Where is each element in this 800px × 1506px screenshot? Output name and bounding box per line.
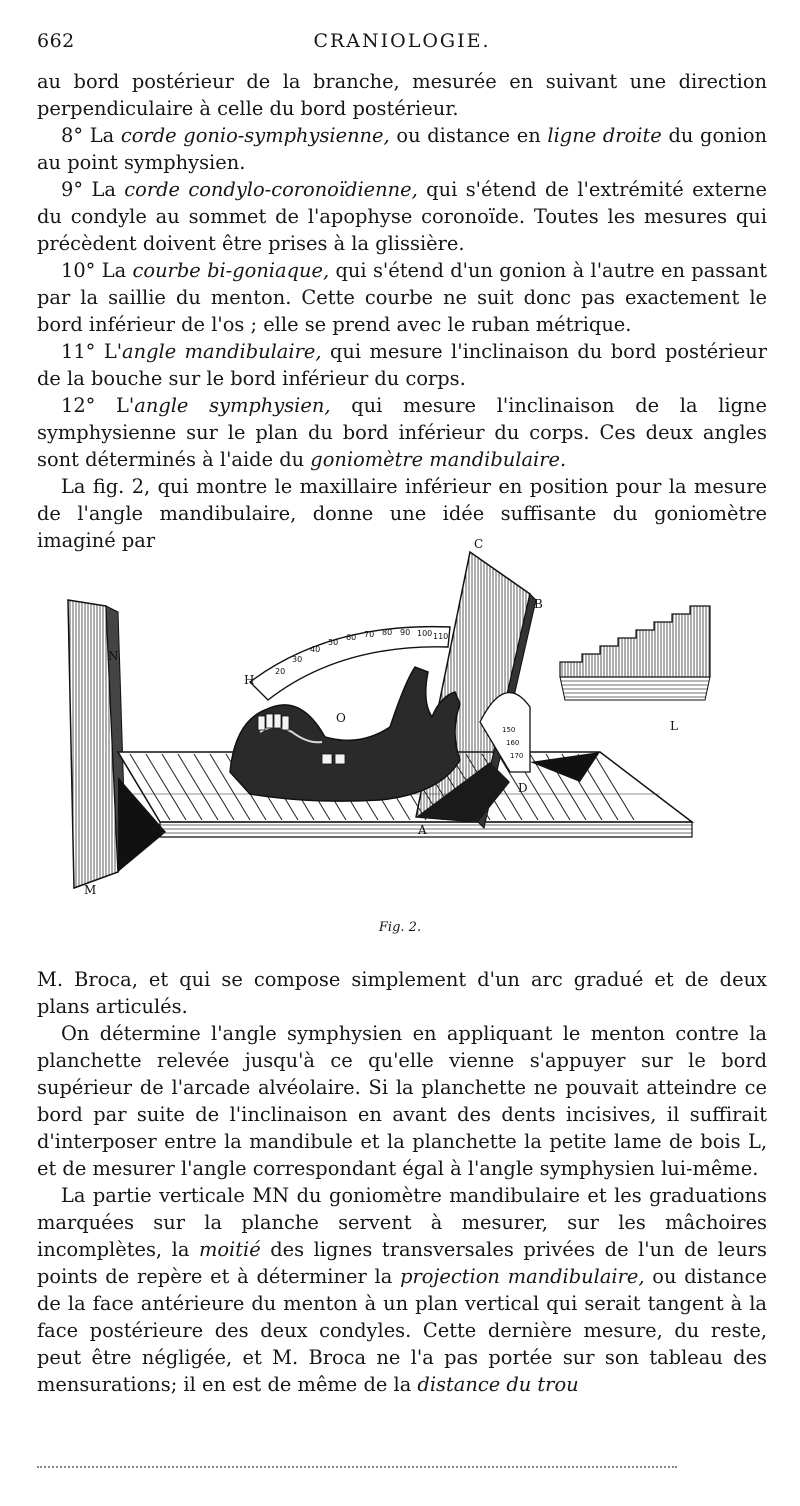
text-run: 11° L': [61, 340, 123, 363]
italic-term: angle mandibulaire,: [122, 340, 322, 363]
italic-term: courbe bi-goniaque,: [132, 259, 330, 282]
text-run: 12° L': [61, 394, 135, 417]
arc-tick: 20: [275, 667, 286, 676]
text-run: 10° La: [61, 259, 133, 282]
wooden-blade-l: [560, 606, 710, 677]
arc-tick: 40: [310, 645, 321, 654]
figure-caption: Fig. 2.: [378, 920, 422, 935]
paragraph: [37, 257, 767, 338]
text-run: qui mesure l'inclinaison de la ligne symphysienne sur le plan du bord inférieur du corps. Ces deux angles sont déterminés à l'aide du: [37, 394, 767, 471]
label-o: O: [336, 711, 346, 725]
figure-goniometer: [60, 532, 770, 912]
italic-term: projection mandibulaire,: [400, 1265, 645, 1288]
text-run: 9° La: [61, 178, 125, 201]
arc-tick: 80: [382, 628, 393, 637]
arc-tick: 100: [417, 629, 433, 638]
protractor-tick: 150: [502, 726, 516, 734]
text-run: M. Broca, et qui se compose simplement d'un arc gradué et de deux plans articulés.: [37, 968, 767, 1018]
paragraph: [37, 338, 767, 392]
paragraph: [37, 68, 767, 122]
page-bottom-rule: [37, 1466, 677, 1468]
italic-term: moitié: [198, 1238, 261, 1261]
paragraph: [37, 176, 767, 257]
label-n: N: [108, 649, 119, 663]
text-run: On détermine l'angle symphysien en appliquant le menton contre la planchette relevée jusqu'à ce qu'elle vienne s'appuyer sur le bord supérieur de l'arcade alvéolaire. Si la planchette ne pouvait atteindre ce bord par suite de l'inclinaison en avant des dents incisives, il suffirait d'interposer entre la mandibule et la planchette la petite lame de bois L, et de mesurer l'angle correspondant égal à l'angle symphysien lui-même.: [37, 1022, 767, 1180]
italic-term: corde gonio-symphysienne,: [120, 124, 390, 147]
text-run: du gonion au point symphysien.: [37, 124, 767, 174]
label-c: C: [474, 537, 484, 551]
paragraph: [37, 1020, 767, 1182]
bottom-text-block: [37, 966, 767, 1398]
arc-tick: 50: [328, 638, 339, 647]
italic-term: angle symphysien,: [134, 394, 331, 417]
text-run: La fig. 2, qui montre le maxillaire inférieur en position pour la mesure de l'angle mandibulaire, donne une idée suffisante du goniomètre imaginé par: [37, 475, 767, 552]
arc-tick: 110: [433, 632, 449, 641]
italic-term: corde condylo-coronoïdienne,: [124, 178, 418, 201]
text-run: des lignes transversales privées de l'un de leurs points de repère et à déterminer la: [37, 1238, 767, 1288]
italic-term: goniomètre mandibulaire.: [310, 448, 567, 471]
running-title: CRANIOLOGIE.: [313, 30, 491, 52]
italic-term: distance du trou: [417, 1373, 579, 1396]
protractor-tick: 170: [510, 752, 524, 760]
paragraph: [37, 1182, 767, 1398]
paragraph: [37, 966, 767, 1020]
italic-term: ligne droite: [547, 124, 662, 147]
top-text-block: [37, 68, 767, 554]
text-run: ou distance en: [389, 124, 548, 147]
running-header: [37, 30, 767, 58]
page-number: 662: [37, 30, 75, 52]
arc-tick: 70: [364, 630, 375, 639]
arc-tick: 30: [292, 655, 303, 664]
paragraph: [37, 122, 767, 176]
protractor-tick: 160: [506, 739, 520, 747]
text-run: 8° La: [61, 124, 121, 147]
text-run: au bord postérieur de la branche, mesurée en suivant une direction perpendiculaire à celle du bord postérieur.: [37, 70, 767, 120]
label-h: H: [244, 673, 255, 687]
arc-tick: 60: [346, 633, 357, 642]
arc-tick: 90: [400, 628, 411, 637]
label-d: D: [518, 781, 528, 795]
label-a: A: [418, 823, 427, 837]
text-run: qui s'étend d'un gonion à l'autre en passant par la saillie du menton. Cette courbe ne suit donc pas exactement le bord inférieur de l'os ; elle se prend avec le ruban métrique.: [37, 259, 768, 336]
text-run: ou distance de la face antérieure du menton à un plan vertical qui serait tangent à la face postérieure des deux condyles. Cette dernière mesure, du reste, peut être négligée, et M. Broca ne l'a pas portée sur son tableau des mensurations; il en est de même de la: [37, 1265, 767, 1396]
label-m: M: [84, 883, 97, 897]
text-run: La partie verticale MN du goniomètre mandibulaire et les graduations marquées sur la planche servent à mesurer, sur les mâchoires incomplètes, la: [37, 1184, 767, 1261]
text-run: qui s'étend de l'extrémité externe du condyle au sommet de l'apophyse coronoïde. Toutes les mesures qui précèdent doivent être prises à la glissière.: [37, 178, 767, 255]
text-run: qui mesure l'inclinaison du bord postérieur de la bouche sur le bord inférieur du corps.: [37, 340, 767, 390]
label-b: B: [534, 597, 543, 611]
goniometer-engraving: [60, 532, 770, 912]
paragraph: [37, 392, 767, 473]
label-l: L: [670, 719, 678, 733]
